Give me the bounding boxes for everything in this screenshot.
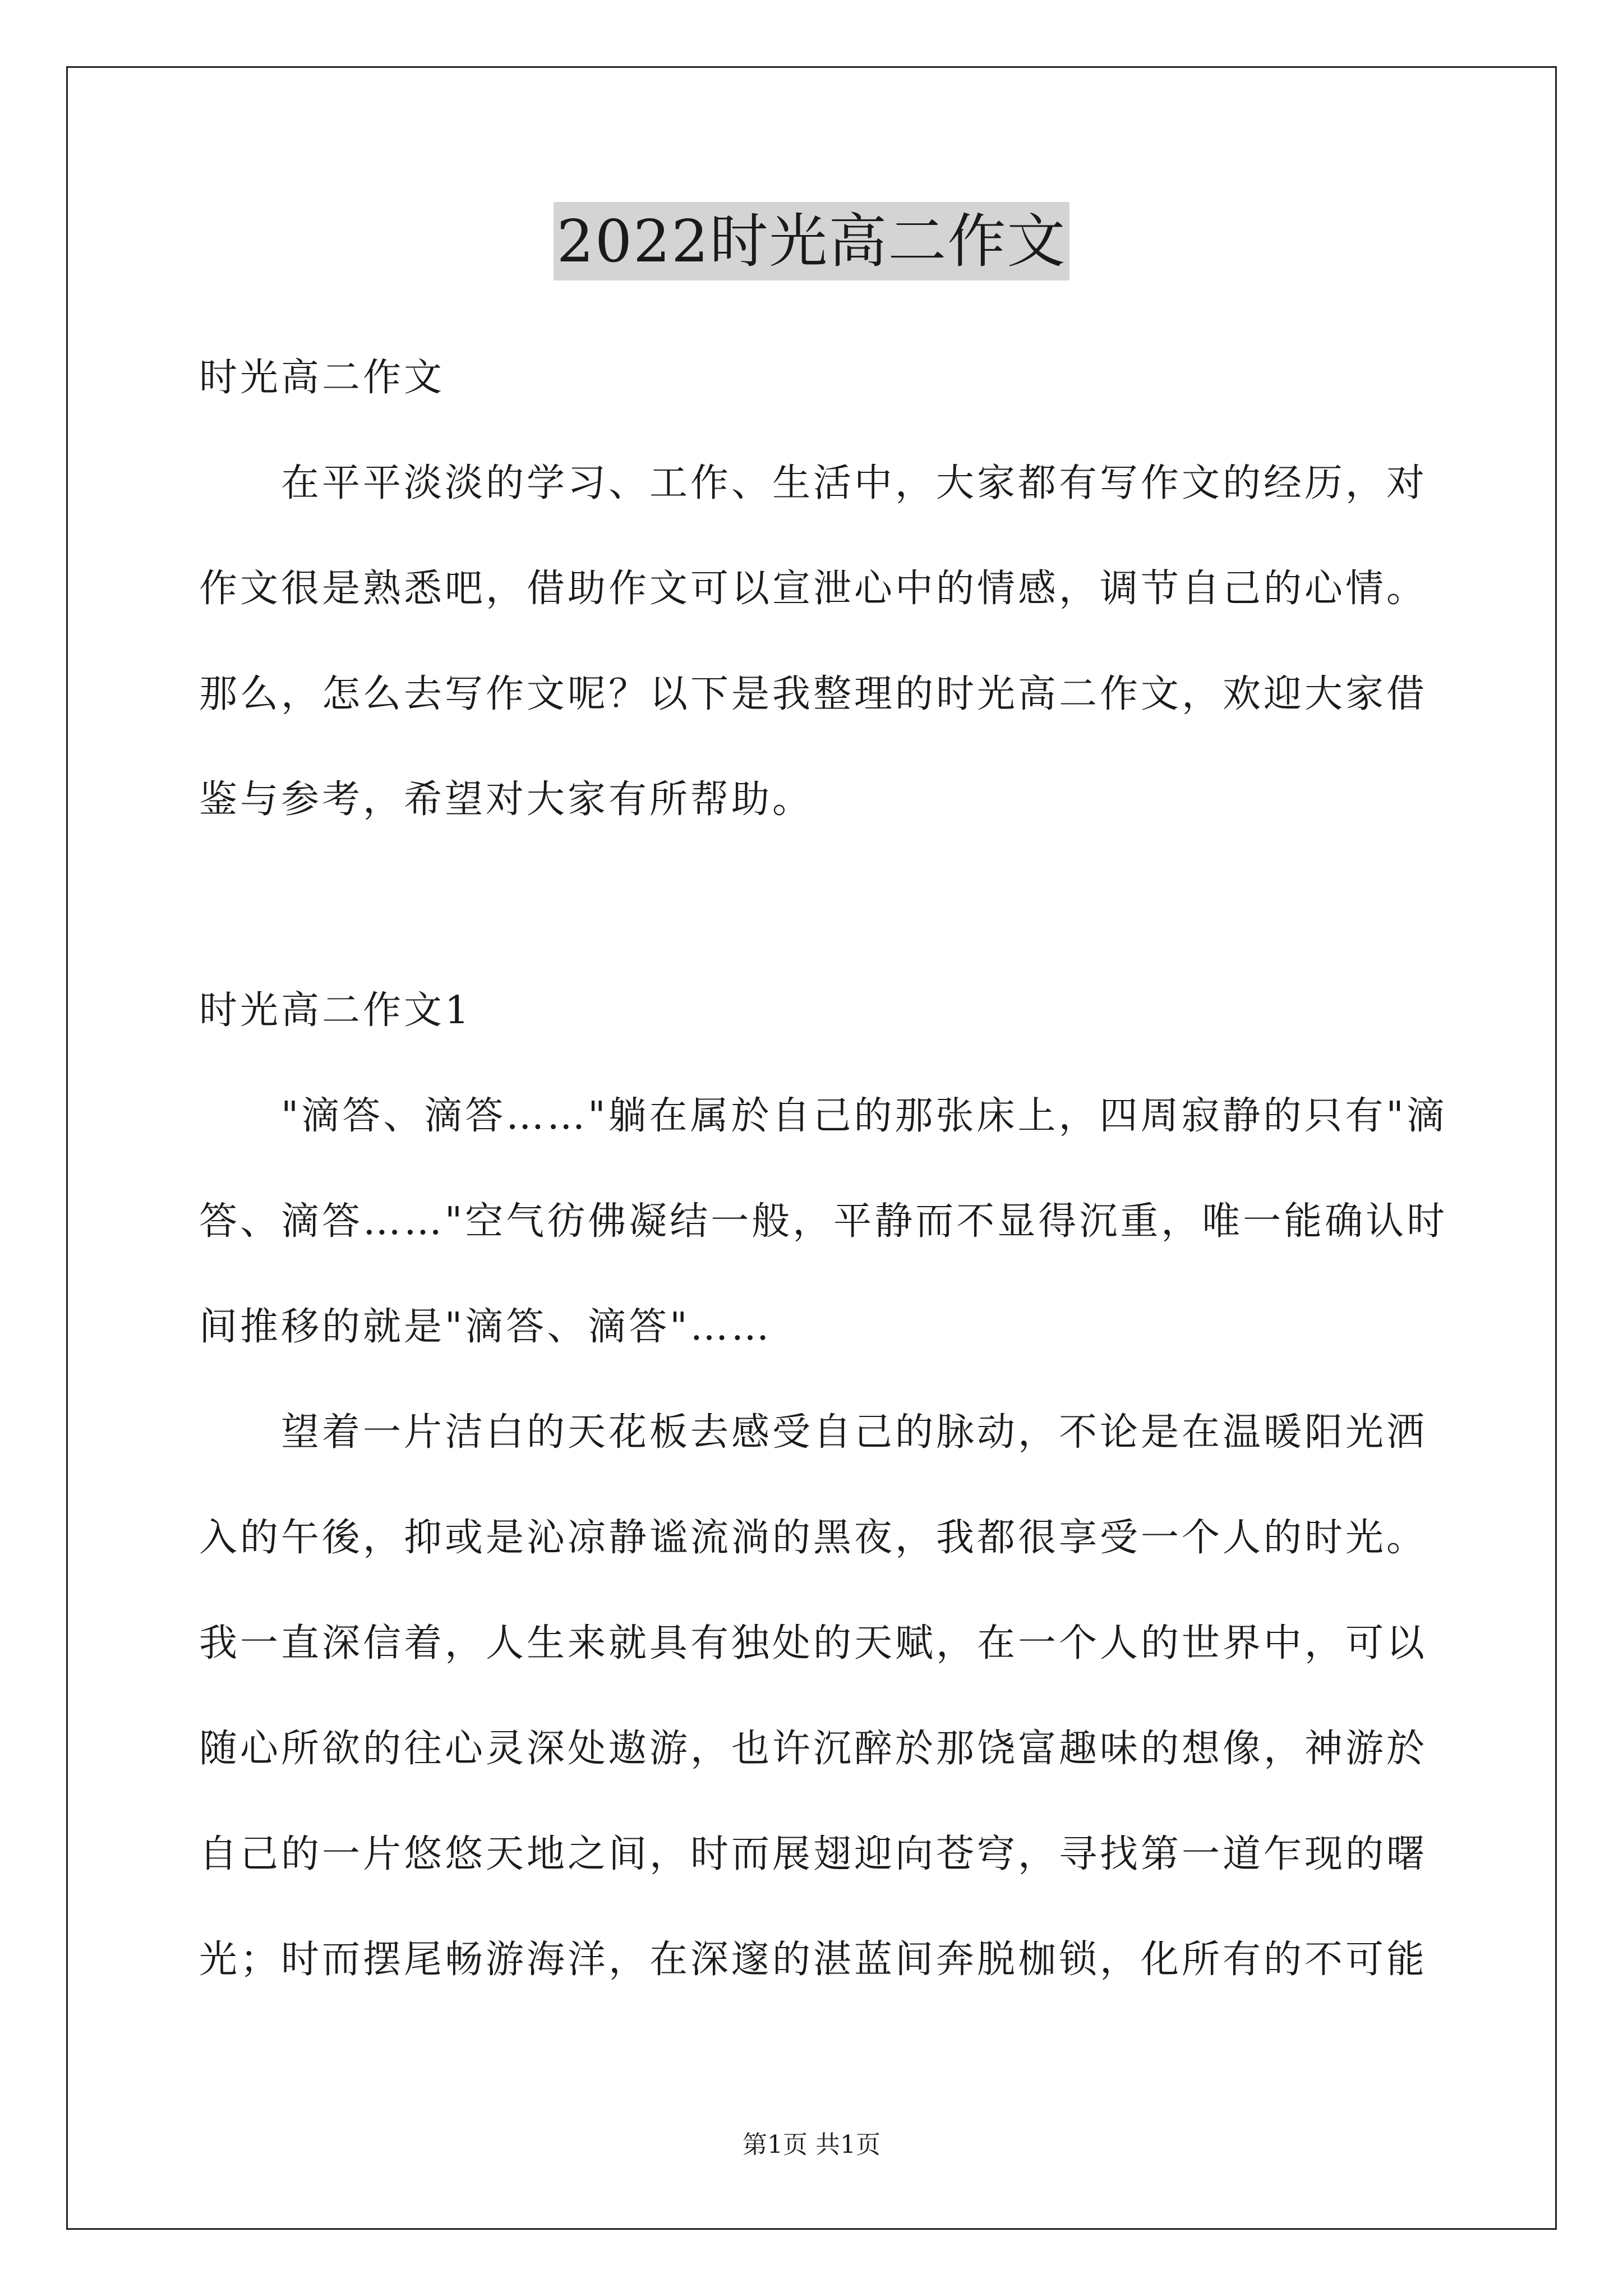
intro-line: 那么，怎么去写作文呢？以下是我整理的时光高二作文，欢迎大家借: [199, 672, 1428, 716]
paragraph-line: 随心所欲的往心灵深处遨游，也许沉醉於那饶富趣味的想像，神游於: [199, 1727, 1428, 1771]
paragraph-line: 自己的一片悠悠天地之间，时而展翅迎向苍穹，寻找第一道乍现的曙: [199, 1832, 1428, 1876]
paragraph-gap: [199, 853, 1430, 958]
essay-heading: 时光高二作文1: [199, 988, 472, 1033]
title-container: [0, 202, 1623, 280]
paragraph-line: 我一直深信着，人生来就具有独处的天赋，在一个人的世界中，可以: [199, 1621, 1428, 1665]
paragraph-line: "滴答、滴答……"躺在属於自己的那张床上，四周寂静的只有"滴: [281, 1094, 1447, 1138]
paragraph-line: 光；时而摆尾畅游海洋，在深邃的湛蓝间奔脱枷锁，化所有的不可能: [199, 1938, 1428, 1982]
document-title: 2022时光高二作文: [554, 202, 1070, 280]
paragraph-line: 入的午後，抑或是沁凉静谧流淌的黑夜，我都很享受一个人的时光。: [199, 1516, 1428, 1560]
section-heading: 时光高二作文: [199, 356, 445, 400]
page-footer: 第1页 共1页: [743, 2131, 880, 2159]
intro-line: 作文很是熟悉吧，借助作文可以宣泄心中的情感，调节自己的心情。: [199, 567, 1428, 611]
document-body: [199, 325, 1448, 2013]
intro-line: 在平平淡淡的学习、工作、生活中，大家都有写作文的经历，对: [281, 461, 1428, 505]
paragraph-line: 间推移的就是"滴答、滴答"……: [199, 1305, 772, 1349]
paragraph-line: 答、滴答……"空气彷佛凝结一般，平静而不显得沉重，唯一能确认时: [199, 1199, 1448, 1244]
intro-line: 鉴与参考，希望对大家有所帮助。: [199, 777, 814, 822]
paragraph-line: 望着一片洁白的天花板去感受自己的脉动，不论是在温暖阳光洒: [281, 1410, 1428, 1455]
